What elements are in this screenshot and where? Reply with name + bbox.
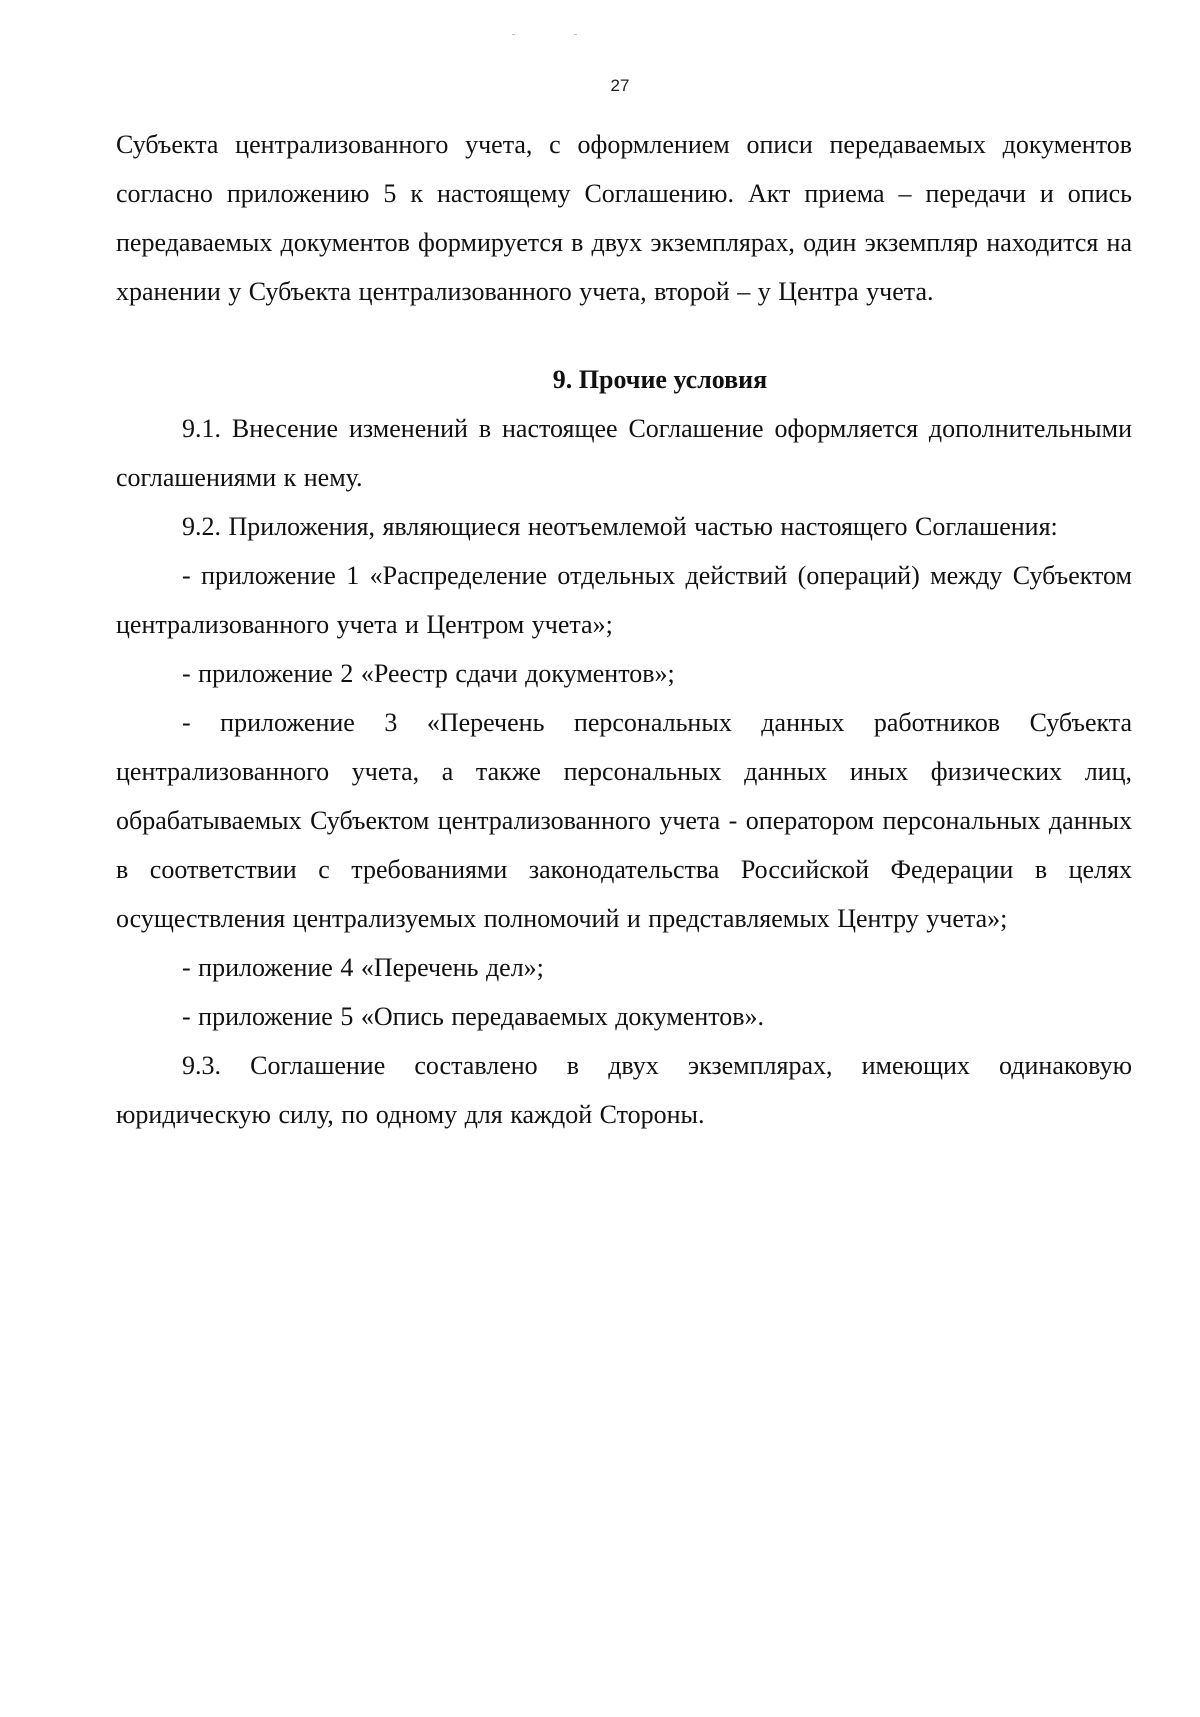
document-body xyxy=(116,120,1132,1139)
section-title: 9. Прочие условия xyxy=(552,365,768,394)
intro-paragraph: Субъекта централизованного учета, с оформлением описи передаваемых документов согласно приложению 5 к настоящему Соглашению. Акт приема – передачи и опись передаваемых документов формируется в двух экземплярах, один экземпляр находится на хранении у Субъекта централизованного учета, второй – у Центра учета. xyxy=(116,130,1132,306)
appendix-item-2: - приложение 2 «Реестр сдачи документов»; xyxy=(182,659,675,688)
clause-9-3: 9.3. Соглашение составлено в двух экземплярах, имеющих одинаковую юридическую силу, по одному для каждой Стороны. xyxy=(116,1051,1132,1129)
appendix-item-5: - приложение 5 «Опись передаваемых документов». xyxy=(182,1002,765,1031)
clause-9-2: 9.2. Приложения, являющиеся неотъемлемой частью настоящего Соглашения: xyxy=(182,512,1058,541)
scan-mark xyxy=(574,34,577,35)
page-number: 27 xyxy=(610,76,630,95)
clause-9-1: 9.1. Внесение изменений в настоящее Соглашение оформляется дополнительными соглашениями к нему. xyxy=(116,414,1132,492)
appendix-item-1: - приложение 1 «Распределение отдельных действий (операций) между Субъектом централизованного учета и Центром учета»; xyxy=(116,561,1132,639)
scan-mark xyxy=(512,34,515,35)
appendix-item-4: - приложение 4 «Перечень дел»; xyxy=(182,953,544,982)
appendix-item-3: - приложение 3 «Перечень персональных данных работников Субъекта централизованного учета, а также персональных данных иных физических лиц, обрабатываемых Субъектом централизованного учета - оператором персональных данных в соответствии с требованиями законодательства Российской Федерации в целях осуществления централизуемых полномочий и представляемых Центру учета»; xyxy=(116,708,1132,933)
